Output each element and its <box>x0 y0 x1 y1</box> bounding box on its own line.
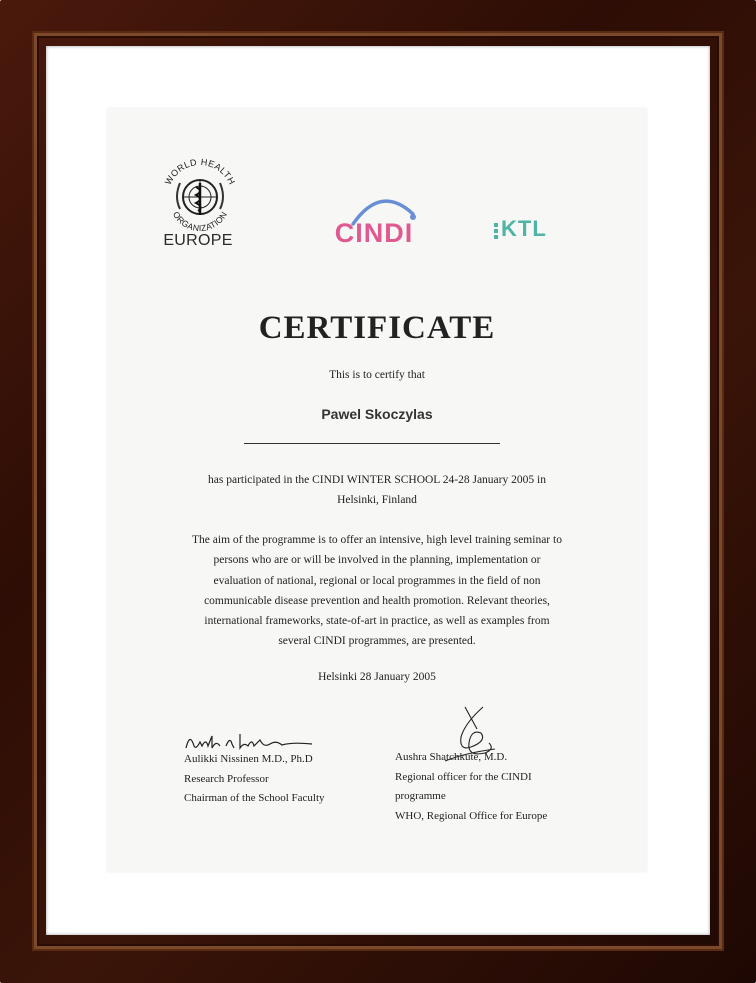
cindi-logo: CINDI <box>334 218 414 248</box>
aim-line: persons who are or will be involved in the planning, implementation or <box>213 554 541 567</box>
participation-line: Helsinki, Finland <box>337 494 417 506</box>
place-date: Helsinki 28 January 2005 <box>318 671 436 683</box>
signatory-line: Aulikki Nissinen M.D., Ph.D <box>184 753 313 765</box>
aim-line: international frameworks, state-of-art in practice, as well as examples from <box>204 615 550 628</box>
certify-line: This is to certify that <box>329 369 425 381</box>
certificate-title: CERTIFICATE <box>258 310 496 346</box>
signatory-left <box>184 750 384 809</box>
aim-line: evaluation of national, regional or local programmes in the field of non <box>213 574 541 587</box>
aim-line: communicable disease prevention and health promotion. Relevant theories, <box>204 594 550 607</box>
signatory-line: Research Professor <box>184 772 269 785</box>
signatory-right <box>395 748 595 826</box>
signatory-line: programme <box>395 790 446 802</box>
recipient-name: Pawel Skoczylas <box>321 406 433 422</box>
aim-line: several CINDI programmes, are presented. <box>278 635 476 648</box>
who-emblem-icon <box>160 157 240 233</box>
participation-line: has participated in the CINDI WINTER SCHOOL 24-28 January 2005 in <box>208 474 546 486</box>
aim-line: The aim of the programme is to offer an intensive, high level training seminar to <box>192 534 562 546</box>
signatory-line: Chairman of the School Faculty <box>184 792 325 804</box>
signatory-line: Regional officer for the CINDI <box>395 770 532 783</box>
who-europe-label: EUROPE <box>163 232 233 249</box>
ktl-logo: KTL <box>501 216 547 241</box>
svg-text:WORLD HEALTH: WORLD HEALTH <box>162 157 238 187</box>
participation-text <box>170 470 584 510</box>
aim-paragraph <box>158 530 596 652</box>
svg-text:ORGANIZATION: ORGANIZATION <box>170 209 230 233</box>
name-underline <box>244 443 500 444</box>
signatory-line: Aushra Shatchkute, M.D. <box>395 751 508 763</box>
signatory-line: WHO, Regional Office for Europe <box>395 809 548 822</box>
